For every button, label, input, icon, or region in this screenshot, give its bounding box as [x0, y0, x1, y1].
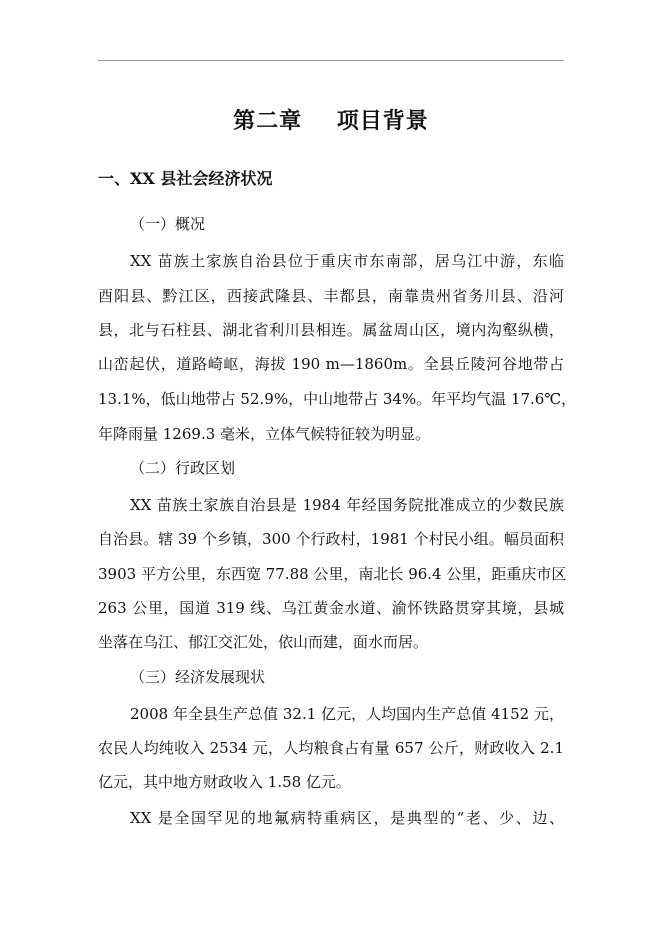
paragraph-line: 13.1%，低山地带占 52.9%，中山地带占 34%。年平均气温 17.6℃，	[98, 390, 577, 408]
section-heading: 一、XX 县社会经济状况	[98, 169, 273, 188]
paragraph-line: 2008 年全县生产总值 32.1 亿元，人均国内生产总值 4152 元，	[130, 705, 564, 723]
paragraph-line: 3903 平方公里，东西宽 77.88 公里，南北长 96.4 公里，距重庆市区	[98, 565, 567, 583]
subsection-title-admin: （二）行政区划	[130, 459, 236, 477]
paragraph-line: 263 公里，国道 319 线、乌江黄金水道、渝怀铁路贯穿其境，县城	[98, 599, 564, 617]
paragraph-line: 山峦起伏，道路崎岖，海拔 190 m—1860m。全县丘陵河谷地带占	[98, 355, 564, 373]
paragraph-line: XX 是全国罕见的地氟病特重病区，是典型的“老、少、边、	[130, 809, 564, 827]
subsection-title-economy: （三）经济发展现状	[130, 668, 266, 686]
paragraph-line: 农民人均纯收入 2534 元，人均粮食占有量 657 公斤，财政收入 2.1	[98, 739, 564, 757]
paragraph-line: 酉阳县、黔江区，西接武隆县、丰都县，南靠贵州省务川县、沿河	[98, 287, 564, 305]
paragraph-line: 县，北与石柱县、湖北省利川县相连。属盆周山区，境内沟壑纵横，	[98, 321, 564, 339]
paragraph-line: XX 苗族土家族自治县位于重庆市东南部，居乌江中游，东临	[130, 252, 564, 270]
chapter-title: 第二章 项目背景	[233, 108, 429, 134]
paragraph-line: XX 苗族土家族自治县是 1984 年经国务院批准成立的少数民族	[130, 496, 564, 514]
paragraph-line: 自治县。辖 39 个乡镇，300 个行政村，1981 个村民小组。幅员面积	[98, 530, 564, 548]
paragraph-line: 年降雨量 1269.3 毫米，立体气候特征较为明显。	[98, 425, 431, 443]
header-rule	[98, 60, 564, 61]
paragraph-line: 坐落在乌江、郁江交汇处，依山而建，面水而居。	[98, 633, 429, 651]
paragraph-line: 亿元，其中地方财政收入 1.58 亿元。	[98, 773, 351, 791]
subsection-title-overview: （一）概况	[130, 215, 206, 233]
